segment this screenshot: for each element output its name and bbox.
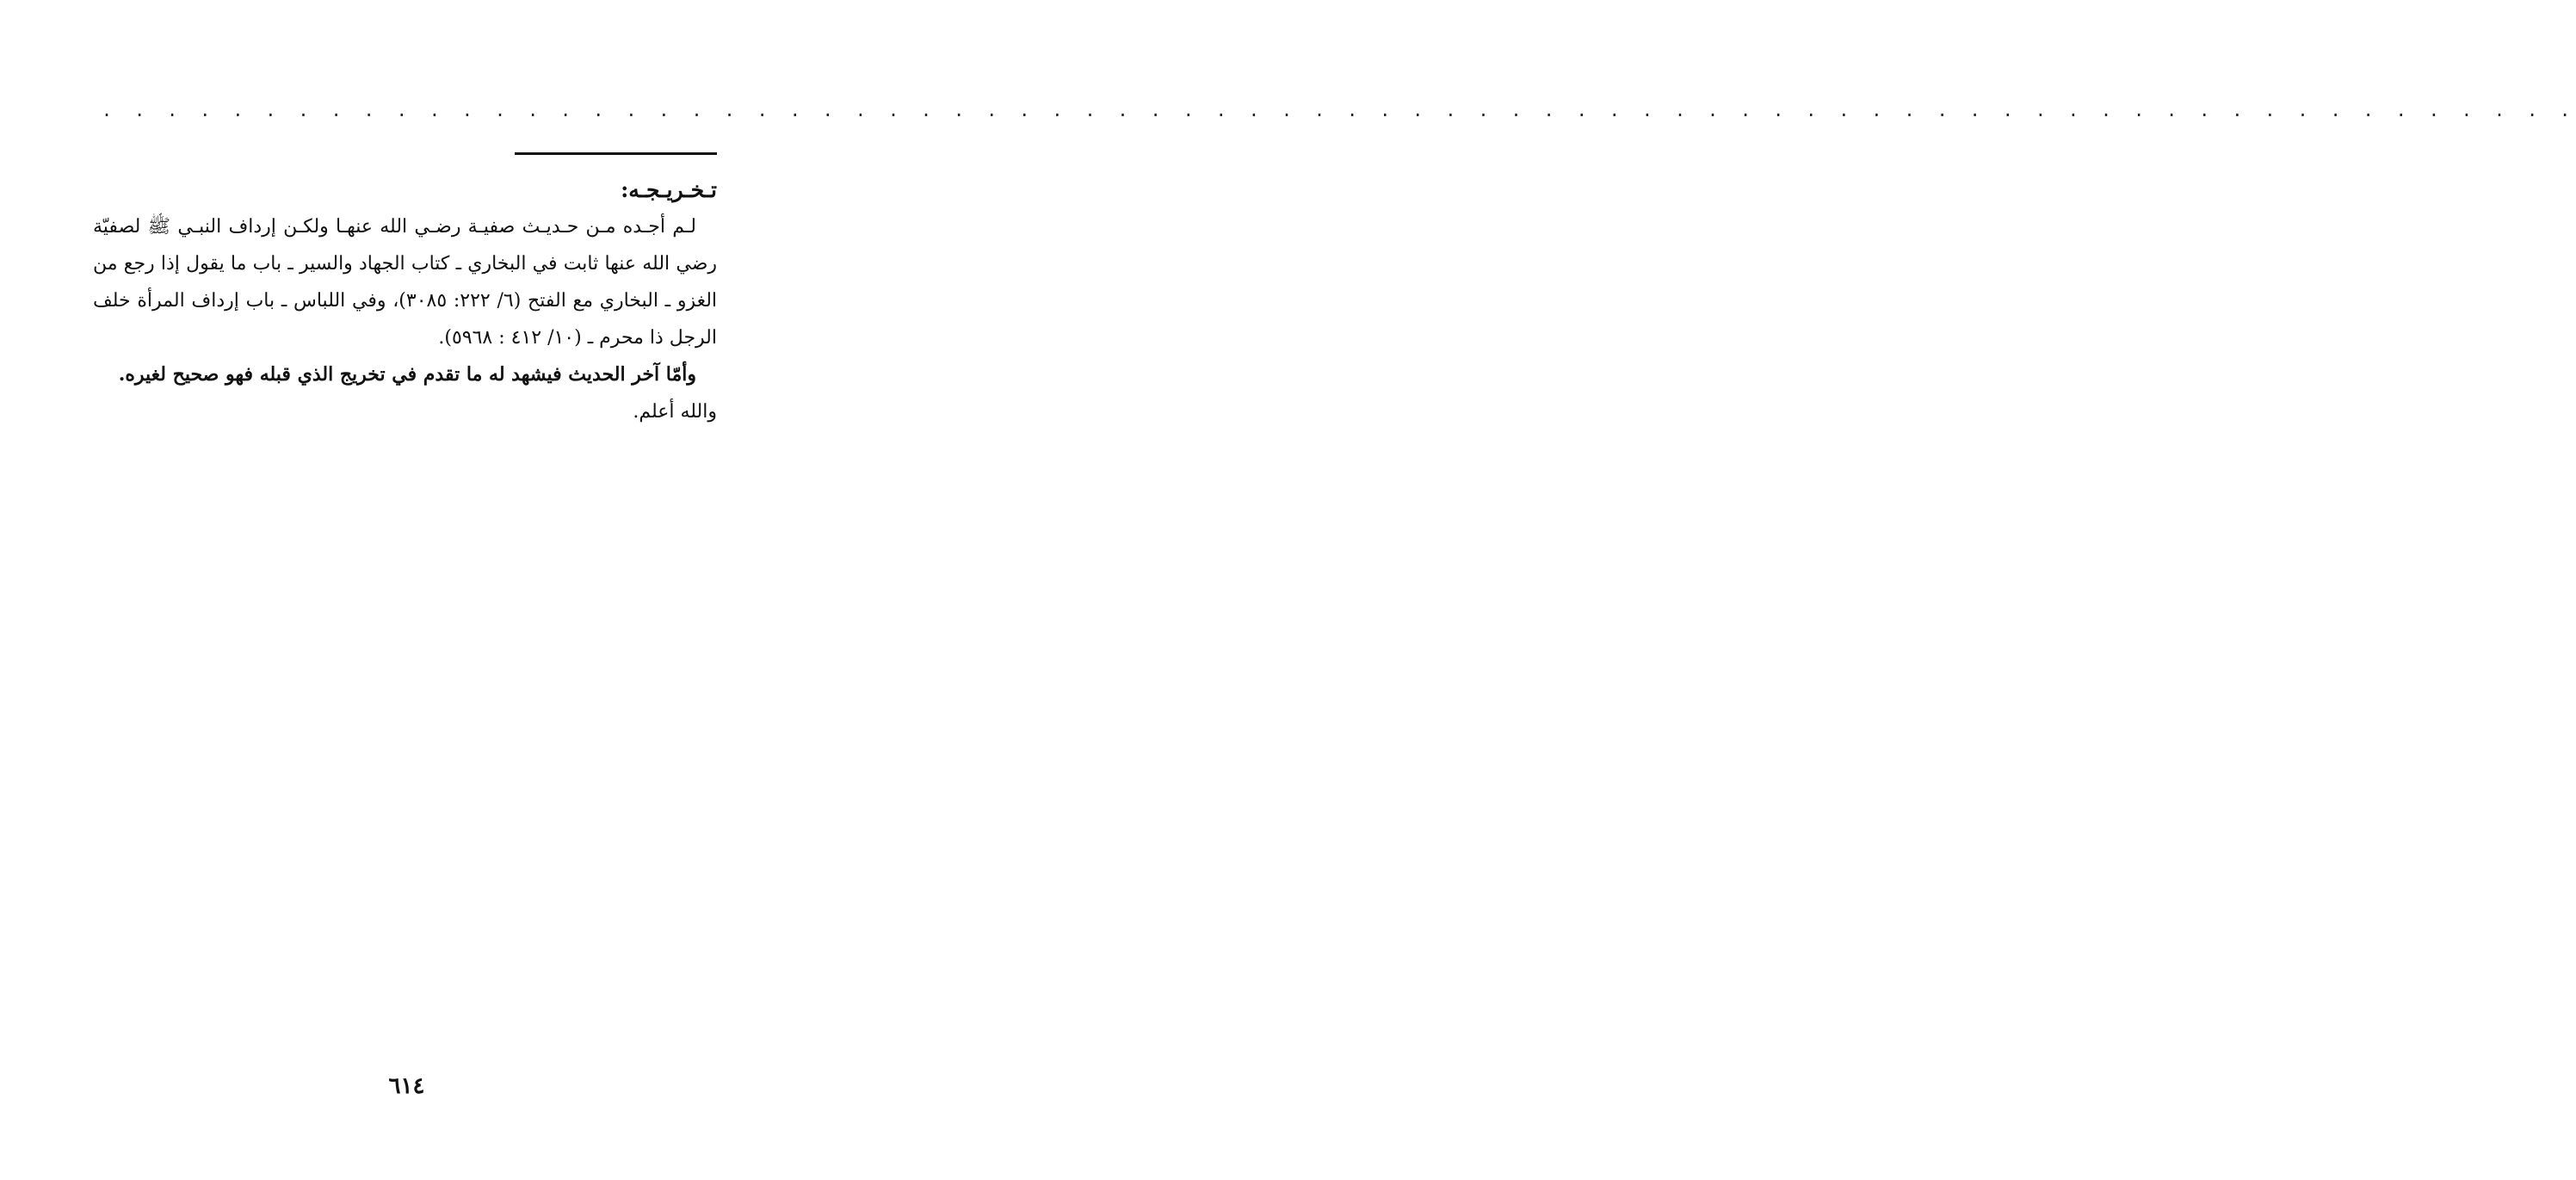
dotted-separator: . . . . . . . . . . . . . . . . . . . . . . . . . . . . . . . . . . . . . . . . . . . . . . . . . . . . . . . . . . . . . . . . . . . . . . . . . . . . — [102, 100, 2576, 120]
page-number: ٦١٤ — [388, 1073, 425, 1099]
paragraph-takhrij: لـم أجـده مـن حـديـث صفيـة رضـي الله عنهـا ولكـن إرداف النبـي ﷺ لصفيّة رضي الله عنها ثابت في البخاري ـ كتاب الجهاد والسير ـ باب ما يقول إذا رجع من الغزو ـ البخاري مع الفتح (٦/ ٢٢٢: ٣٠٨٥)، وفي اللباس ـ باب إرداف المرأة خلف الرجل ذا محرم ـ (١٠/ ٤١٢ : ٥٩٦٨). — [93, 216, 718, 349]
paragraph-closing: والله أعلم. — [633, 401, 717, 423]
footnote-rule — [515, 152, 717, 155]
footnote-section — [93, 172, 717, 430]
paragraph-conclusion: وأمّا آخر الحديث فيشهد له ما تقدم في تخريج الذي قبله فهو صحيح لغيره. — [118, 363, 696, 386]
section-heading: تـخـريـجـه: — [621, 177, 717, 202]
